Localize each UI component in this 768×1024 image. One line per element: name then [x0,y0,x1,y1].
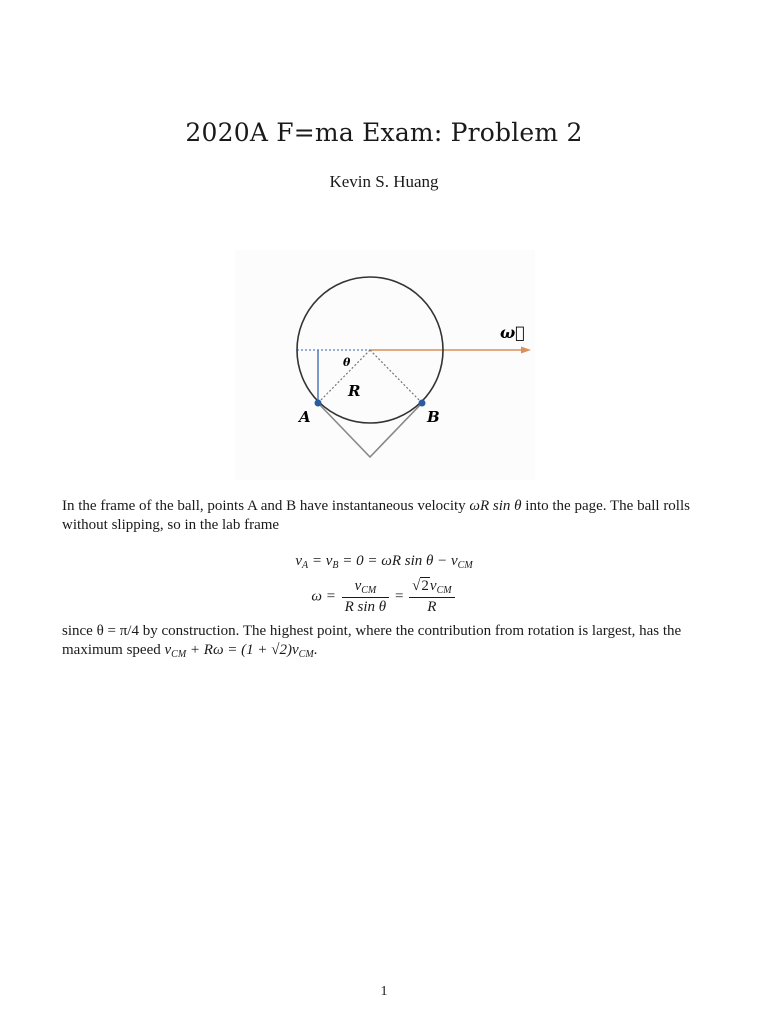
paragraph-2 [62,622,702,664]
paragraph-1 [62,497,702,535]
radius-to-b [370,350,422,403]
point-b [419,400,426,407]
label-a: A [299,408,311,426]
label-omega: ω⃗ [500,323,525,342]
page-number: 1 [380,984,388,999]
paragraph-1-math: ωR sin θ [469,498,522,514]
point-a [315,400,322,407]
omega-arrow-head [521,347,531,354]
paragraph-2-text-a: since θ = π/4 by construction. The highest point, where the contribution from rotation is largest, has the maximum speed [62,623,682,658]
rolling-ball-diagram [235,250,535,480]
label-b: B [427,408,440,426]
equation-1 [0,553,768,571]
eq1-part1: = v [308,553,333,569]
paragraph-1-text-b: into the page. The ball rolls without slipping, so in the lab frame [62,498,690,533]
paragraph-1-text-a: In the frame of the ball, points A and B have instantaneous velocity [62,498,470,514]
paragraph-2-sub: CM [171,649,187,660]
paragraph-2-sub2: CM [298,649,314,660]
label-theta: θ [343,356,351,369]
page-title: 2020A F=ma Exam: Problem 2 [185,118,583,147]
eq2-fraction-2 [409,578,454,616]
eq2-frac2-numerator: $√2v_{CM}$ [409,578,454,598]
eq2-equals: = [394,588,408,605]
rolling-ball-figure [235,250,535,480]
paragraph-2-math-a: v [164,642,172,658]
paragraph-2-text-b: . [313,642,318,658]
eq1-sub-a: A [302,560,309,571]
author-name: Kevin S. Huang [329,172,439,191]
eq2-frac1-numerator: $v_{CM}$ [342,578,390,598]
eq1-sub-cm: CM [457,560,473,571]
eq1-sub-b: B [332,560,339,571]
v-shape-lines [318,403,422,457]
eq2-lhs: ω = [311,588,340,605]
label-r: R [348,382,361,400]
eq1-lhs: v [295,553,302,569]
eq2-fraction-1 [342,578,390,616]
equation-2 [0,578,768,616]
eq1-part2: = 0 = ωR sin θ − v [338,553,458,569]
eq2-frac2-denominator: R [427,599,437,615]
eq2-frac1-denominator: R sin θ [344,599,387,615]
paragraph-2-math-b: + Rω = (1 + √2)v [186,642,299,658]
